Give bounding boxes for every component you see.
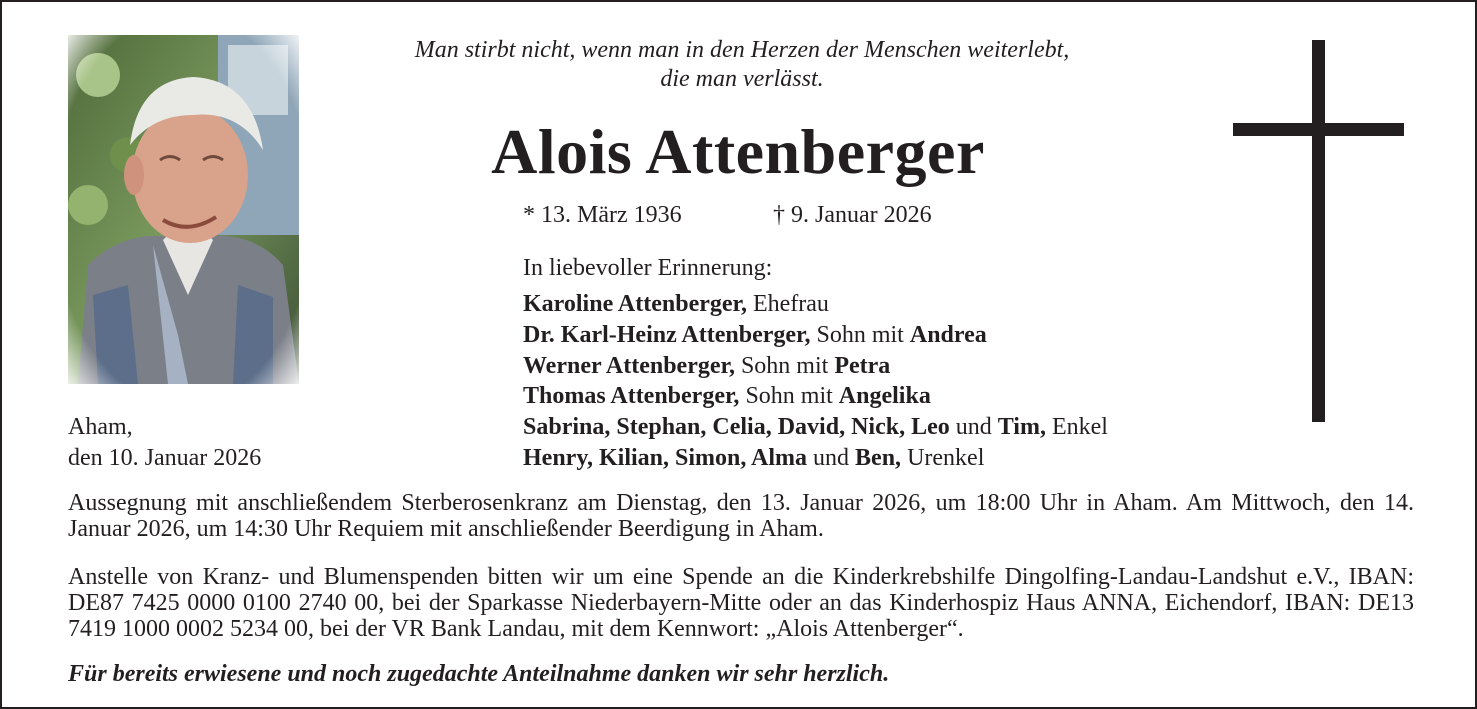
mourner-relation: Sohn mit	[734, 352, 835, 379]
mourner-name: Tim,	[997, 414, 1046, 441]
mourner-line	[523, 320, 1108, 351]
place-line: Aham,	[68, 414, 133, 440]
mourner-name: Thomas Attenberger,	[523, 383, 740, 410]
mourner-name: Karoline Attenberger,	[523, 291, 747, 317]
place-and-date	[68, 412, 261, 474]
mourner-name: Angelika	[838, 383, 931, 410]
mourner-line	[523, 351, 1108, 382]
mourner-name: Andrea	[909, 321, 987, 348]
mourner-name: Sabrina, Stephan, Celia, David, Nick, Leo	[523, 414, 950, 441]
mourner-relation: Sohn mit	[739, 383, 839, 410]
latin-cross-icon	[1231, 40, 1406, 422]
closing-thanks: Für bereits erwiesene und noch zugedachte Anteilnahme danken wir sehr herzlich.	[68, 661, 890, 687]
mourner-name: Petra	[834, 352, 891, 379]
mourner-line	[523, 412, 1108, 443]
memory-heading: In liebevoller Erinnerung:	[523, 255, 773, 281]
mourner-relation: Enkel	[1045, 414, 1108, 441]
mourner-line	[523, 443, 1108, 474]
mourner-name: Ben,	[855, 444, 902, 471]
mourner-relation: Ehefrau	[746, 291, 829, 317]
mourner-line	[523, 381, 1108, 412]
deceased-name: Alois Attenberger	[491, 116, 985, 187]
mourner-relation: und	[807, 444, 856, 471]
mourner-relation: Sohn mit	[810, 321, 910, 348]
mourner-name: Dr. Karl-Heinz Attenberger,	[523, 321, 811, 348]
service-announcement: Aussegnung mit anschließendem Sterberosenkranz am Dienstag, den 13. Januar 2026, um 18:00 Uhr in Aham. Am Mittwoch, den 14. Januar 2026, um 14:30 Uhr Requiem mit anschließender Beerdigung in Aham.	[68, 490, 1414, 542]
birth-date: * 13. März 1936	[523, 202, 682, 228]
motto-line-2: die man verlässt.	[660, 66, 824, 92]
motto-line-1: Man stirbt nicht, wenn man in den Herzen der Menschen weiterlebt,	[414, 37, 1070, 63]
death-date: † 9. Januar 2026	[773, 202, 932, 228]
mourner-line	[523, 289, 1108, 320]
mourner-name: Henry, Kilian, Simon, Alma	[523, 444, 808, 471]
mourners-list	[523, 289, 1108, 474]
notice-date-line: den 10. Januar 2026	[68, 444, 262, 471]
motto-quote	[332, 36, 1152, 94]
mourner-name: Werner Attenberger,	[523, 352, 735, 379]
mourner-relation: und	[949, 414, 998, 441]
life-dates	[523, 201, 932, 230]
mourner-relation: Urenkel	[901, 444, 985, 471]
donation-request: Anstelle von Kranz- und Blumenspenden bitten wir um eine Spende an die Kinderkrebshilfe Dingolfing-Landau-Landshut e.V., IBAN: DE87 7425 0000 0100 2740 00, bei der Sparkasse Niederbayern-Mitte oder an das Kinderhospiz Haus ANNA, Eichendorf, IBAN: DE13 7419 1000 0002 5234 00, bei der VR Bank Landau, mit dem Kennwort: „Alois Attenberger“.	[68, 564, 1414, 642]
portrait-photo	[68, 35, 299, 384]
